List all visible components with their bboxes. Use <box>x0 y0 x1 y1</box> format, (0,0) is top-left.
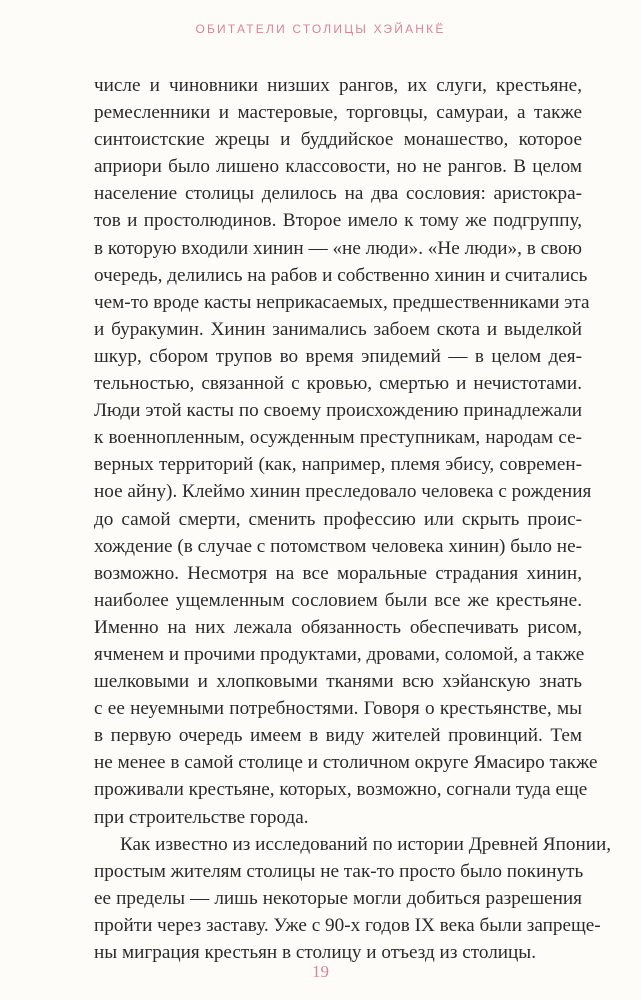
text-line: ее пределы — лишь некоторые могли добиться разрешения <box>94 887 582 909</box>
text-line: и буракумин. Хинин занимались забоем скота и выделкой <box>94 318 582 340</box>
paragraph-1 <box>94 72 598 831</box>
text-line: население столицы делилось на два сословия: аристокра- <box>94 183 582 205</box>
text-line: ячменем и прочими продуктами, дровами, соломой, а также <box>94 643 585 665</box>
text-line: чем-то вроде касты неприкасаемых, предшественниками эта <box>94 291 590 313</box>
text-line: не менее в самой столице и столичном округе Ямасиро также <box>94 752 598 774</box>
text-line: шкур, сбором трупов во время эпидемий — в целом дея- <box>94 345 582 367</box>
text-line: проживали крестьяне, которых, возможно, согнали туда еще <box>94 779 588 801</box>
text-line: простым жителям столицы не так-то просто было покинуть <box>94 860 584 882</box>
text-line: до самой смерти, сменить профессию или скрыть проис- <box>94 508 582 530</box>
text-line: числе и чиновники низших рангов, их слуги, крестьяне, <box>94 75 582 96</box>
text-line: наиболее ущемленным сословием были все же крестьяне. <box>94 589 582 611</box>
text-line: в первую очередь имеем в виду жителей провинций. Тем <box>94 725 582 747</box>
text-line: Именно на них лежала обязанность обеспечивать рисом, <box>94 616 582 638</box>
text-line: тов и простолюдинов. Второе имело к тому же подгруппу, <box>94 210 582 232</box>
text-line: верных территорий (как, например, племя эбису, современ- <box>94 454 582 476</box>
text-line: синтоистские жрецы и буддийское монашество, которое <box>94 129 582 151</box>
paragraph-2 <box>94 831 612 966</box>
text-line: ное айну). Клеймо хинин преследовало человека с рождения <box>94 481 592 503</box>
text-line: в которую входили хинин — «не люди». «Не люди», в свою <box>94 237 582 259</box>
text-line: с ее неуемными потребностями. Говоря о крестьянстве, мы <box>94 698 582 720</box>
text-line: ны миграция крестьян в столицу и отъезд из столицы. <box>94 942 536 963</box>
text-line: пройти через заставу. Уже с 90-х годов IX века были запреще- <box>94 914 601 936</box>
text-line: хождение (в случае с потомством человека хинин) было не- <box>94 535 582 557</box>
text-line: шелковыми и хлопковыми тканями всю хэйанскую знать <box>94 671 582 693</box>
text-line: Люди этой касты по своему происхождению принадлежали <box>94 400 582 422</box>
text-line: априори было лишено классовости, но не рангов. В целом <box>94 156 582 178</box>
text-line: ремесленники и мастеровые, торговцы, самураи, а также <box>94 102 582 124</box>
text-line: Как известно из исследований по истории Древней Японии, <box>120 833 612 855</box>
text-line: при строительстве города. <box>94 806 309 828</box>
text-line: к военнопленным, осужденным преступникам, народам се- <box>94 427 582 449</box>
page-number: 19 <box>312 962 329 981</box>
running-head: ОБИТАТЕЛИ СТОЛИЦЫ ХЭЙАНКЁ <box>195 22 446 36</box>
body-text <box>94 72 612 966</box>
text-line: тельностью, связанной с кровью, смертью и нечистотами. <box>94 373 582 395</box>
text-line: очередь, делились на рабов и собственно хинин и считались <box>94 264 588 286</box>
text-line: возможно. Несмотря на все моральные страдания хинин, <box>94 562 582 584</box>
